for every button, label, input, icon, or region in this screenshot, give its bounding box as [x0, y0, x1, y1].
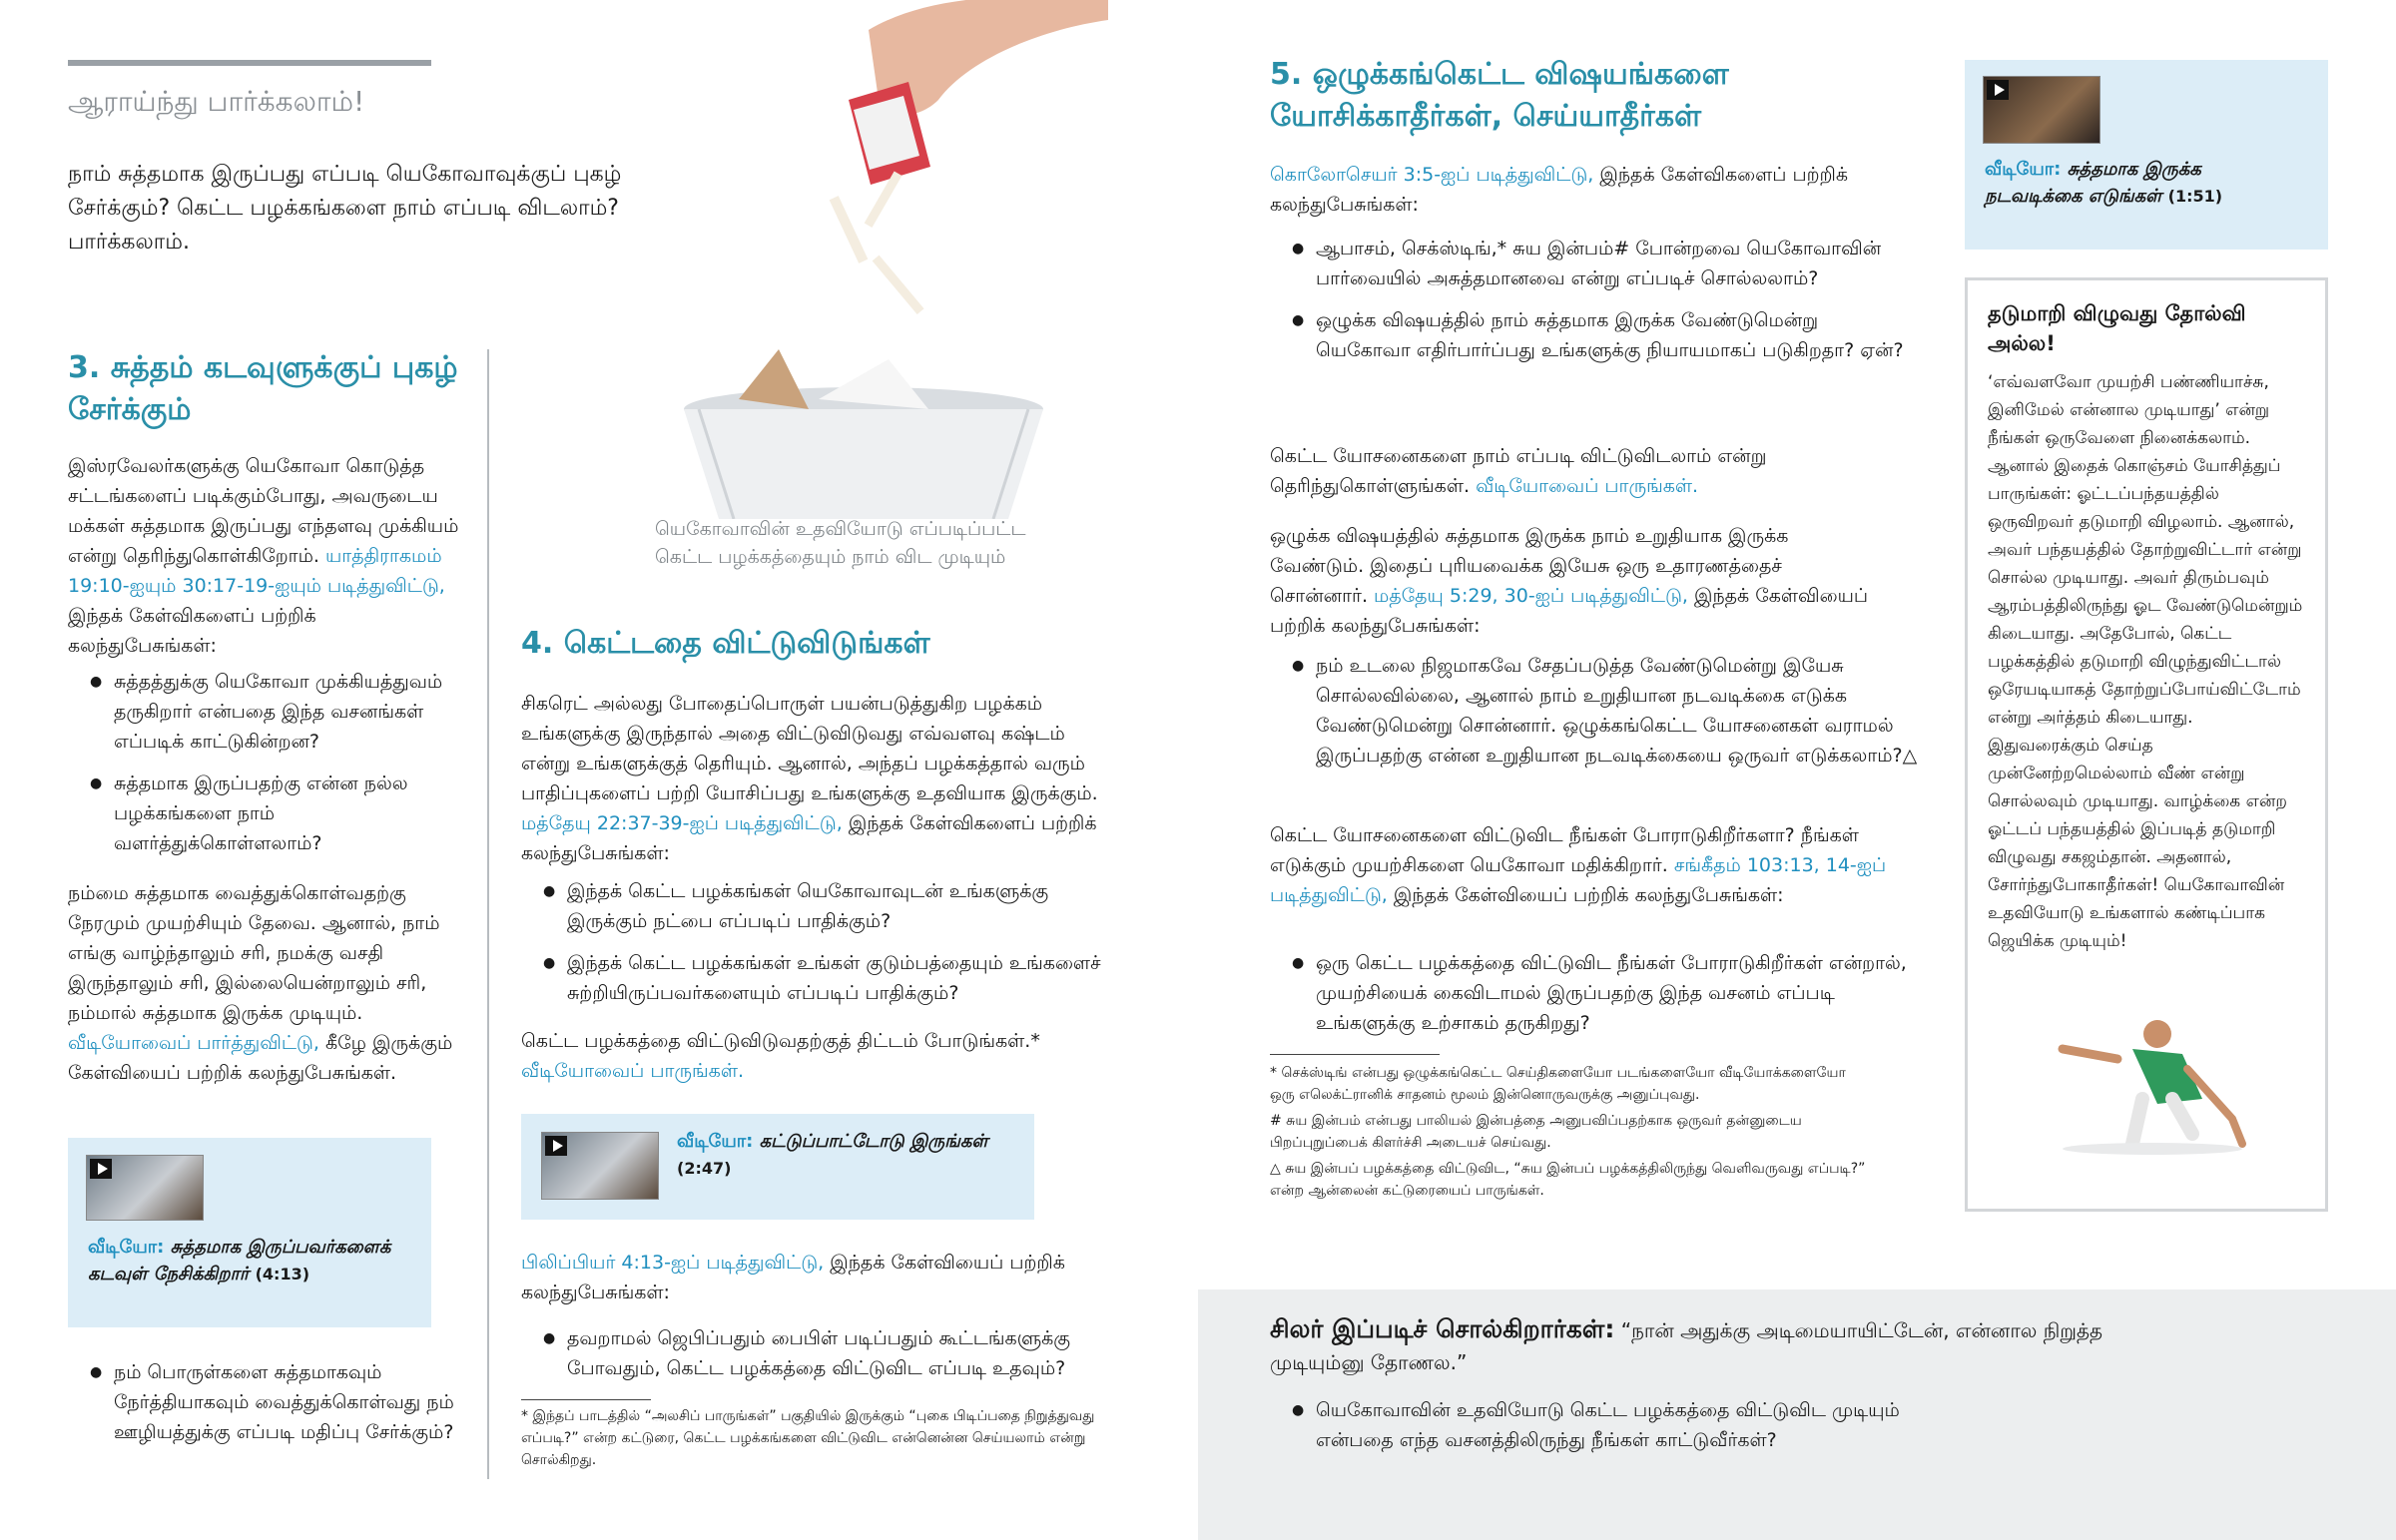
list-item: ● இந்தக் கெட்ட பழக்கங்கள் உங்கள் குடும்பத்தையும் உங்களைச் சுற்றியிருப்பவர்களையும் எப்படிப் பாதிக்கும்? [521, 948, 1120, 1008]
section-4-p3-tail: இந்தக் கேள்வியைப் பற்றிக் கலந்துபேசுங்கள்: [521, 1252, 1065, 1303]
column-divider [487, 349, 489, 1479]
video-box-take-action[interactable] [1965, 60, 2328, 250]
section-3-paragraph-2 [68, 878, 467, 1088]
list-item: ● ஆபாசம், செக்ஸ்டிங்,* சுய இன்பம்# போன்றவை யெகோவாவின் பார்வையில் அசுத்தமானவை என்று எப்படிச் சொல்லலாம்? [1270, 234, 1909, 293]
some-say-questions [1270, 1395, 1969, 1467]
scripture-link-matthew-22[interactable]: மத்தேயு 22:37-39-ஐப் படித்துவிட்டு, [521, 812, 843, 834]
section-5-paragraph-4 [1270, 820, 1889, 910]
scripture-link-matthew-5[interactable]: மத்தேயு 5:29, 30-ஐப் படித்துவிட்டு, [1374, 585, 1688, 607]
video-prefix: வீடியோ: [1985, 159, 2062, 180]
play-icon[interactable] [1987, 80, 2009, 100]
list-item: ● ஒழுக்க விஷயத்தில் நாம் சுத்தமாக இருக்க வேண்டுமென்று யெகோவா எதிர்பார்ப்பது உங்களுக்கு நியாயமாகப் படுகிறதா? ஏன்? [1270, 305, 1909, 365]
video-duration: (4:13) [255, 1265, 310, 1283]
section-3-questions-2 [68, 1357, 467, 1459]
some-say-text [1270, 1313, 2168, 1378]
section-5-paragraph-2 [1270, 441, 1889, 501]
list-item: ● யெகோவாவின் உதவியோடு கெட்ட பழக்கத்தை விட்டுவிட முடியும் என்பதை எந்த வசனத்திலிருந்து நீங்கள் காட்டுவீர்கள்? [1270, 1395, 1969, 1455]
section-5-p2-text: கெட்ட யோசனைகளை நாம் எப்படி விட்டுவிடலாம் என்று தெரிந்துகொள்ளுங்கள். [1270, 445, 1767, 497]
list-item: ● சுத்தமாக இருப்பதற்கு என்ன நல்ல பழக்கங்களை நாம் வளர்த்துக்கொள்ளலாம்? [68, 769, 467, 858]
scripture-link-exodus[interactable]: யாத்திராகமம் 19:10-ஐயும் 30:17-19-ஐயும் படித்துவிட்டு, [68, 545, 445, 597]
section-3-title: 3. சுத்தம் கடவுளுக்குப் புகழ் சேர்க்கும் [68, 350, 458, 427]
section-4-p2-text: கெட்ட பழக்கத்தை விட்டுவிடுவதற்குத் திட்டம் போடுங்கள்.* [521, 1030, 1040, 1052]
scripture-link-psalm[interactable]: சங்கீதம் 103:13, 14-ஐப் படித்துவிட்டு, [1270, 854, 1887, 906]
section-4-paragraph-3 [521, 1248, 1080, 1307]
section-5-title: 5. ஒழுக்கங்கெட்ட விஷயங்களை யோசிக்காதீர்கள், செய்யாதீர்கள் [1270, 57, 1729, 134]
video-thumbnail[interactable] [541, 1132, 659, 1200]
section-5-p3-text: ஒழுக்க விஷயத்தில் சுத்தமாக இருக்க நாம் உறுதியாக இருக்க வேண்டும். இதைப் புரியவைக்க இயேசு ஒரு உதாரணத்தைச் சொன்னார். [1270, 525, 1789, 607]
section-4-title: 4. கெட்டதை விட்டுவிடுங்கள் [521, 626, 930, 661]
section-5-p4-text: கெட்ட யோசனைகளை விட்டுவிட நீங்கள் போராடுகிறீர்களா? நீங்கள் எடுக்கும் முயற்சிகளை யெகோவா மதிக்கிறார். [1270, 824, 1859, 876]
footnote-rule [1270, 1054, 1440, 1055]
list-item: ● ஒரு கெட்ட பழக்கத்தை விட்டுவிட நீங்கள் போராடுகிறீர்கள் என்றால், முயற்சியைக் கைவிடாமல் இருப்பதற்கு இந்த வசனம் எப்படி உங்களுக்கு உற்சாகம் தருகிறது? [1270, 948, 1919, 1038]
watch-video-link[interactable]: வீடியோவைப் பாருங்கள். [521, 1060, 745, 1082]
section-4-paragraph-2 [521, 1026, 1120, 1086]
header-rule [68, 60, 431, 66]
scripture-link-colossians[interactable]: கொலோசெயர் 3:5-ஐப் படித்துவிட்டு, [1270, 164, 1594, 186]
section-4-p1-text: சிகரெட் அல்லது போதைப்பொருள் பயன்படுத்துகிற பழக்கம் உங்களுக்கு இருந்தால் அதை விட்டுவிடுவது எவ்வளவு கஷ்டம் என்று உங்களுக்குத் தெரியும். ஆனால், அந்தப் பழக்கத்தால் வரும் பாதிப்புகளைப் பற்றி யோசிப்பது உங்களுக்கு உதவியாக இருக்கும். [521, 693, 1098, 804]
section-5-p4-tail: இந்தக் கேள்வியைப் பற்றிக் கலந்துபேசுங்கள்: [1393, 884, 1784, 906]
list-item: ● இந்தக் கெட்ட பழக்கங்கள் யெகோவாவுடன் உங்களுக்கு இருக்கும் நட்பை எப்படிப் பாதிக்கும்? [521, 876, 1120, 936]
footnote-article: △ சுய இன்பப் பழக்கத்தை விட்டுவிட, “சுய இன்பப் பழக்கத்திலிருந்து வெளிவருவது எப்படி?” என்ற ஆன்லைன் கட்டுரையைப் பாருங்கள். [1270, 1161, 1866, 1199]
list-item: ● நம் பொருள்களை சுத்தமாகவும் நேர்த்தியாகவும் வைத்துக்கொள்வது நம் ஊழியத்துக்கு எப்படி மதிப்பு சேர்க்கும்? [68, 1357, 467, 1447]
video-box-self-control[interactable] [521, 1114, 1034, 1220]
video-label[interactable] [88, 1234, 407, 1287]
section-5-p3-tail: இந்தக் கேள்வியைப் பற்றிக் கலந்துபேசுங்கள்: [1270, 585, 1869, 637]
section-3-paragraph-1 [68, 451, 467, 661]
section-4-footnote: * இந்தப் பாடத்தில் “அலசிப் பாருங்கள்” பகுதியில் இருக்கும் “புகை பிடிப்பதை நிறுத்துவது எப்படி?” என்ற கட்டுரை, கெட்ட பழக்கங்களை விட்டுவிட என்னென்ன செய்யலாம் என்று சொல்கிறது. [521, 1408, 1095, 1468]
section-5-questions [1270, 234, 1909, 377]
video-thumbnail[interactable] [1983, 76, 2100, 144]
list-item: ● நம் உடலை நிஜமாகவே சேதப்படுத்த வேண்டுமென்று இயேசு சொல்லவில்லை, ஆனால் நாம் உறுதியான நடவடிக்கை எடுக்க வேண்டுமென்று சொன்னார். ஒழுக்கங்கெட்ட யோசனைகள் வராமல் இருப்பதற்கு என்ன உறுதியான நடவடிக்கையை ஒருவர் எடுக்கலாம்?△ [1270, 651, 1919, 770]
video-prefix: வீடியோ: [677, 1131, 754, 1152]
video-duration: (1:51) [2167, 187, 2223, 206]
image-caption: யெகோவாவின் உதவியோடு எப்படிப்பட்ட கெட்ட பழக்கத்தையும் நாம் விட முடியும் [655, 518, 1026, 568]
some-say-label: சிலர் இப்படிச் சொல்கிறார்கள்: [1270, 1314, 1615, 1343]
section-4-questions-2 [521, 1323, 1120, 1395]
page-title: ஆராய்ந்து பார்க்கலாம்! [68, 85, 365, 118]
play-icon[interactable] [545, 1136, 567, 1156]
scripture-link-philippians[interactable]: பிலிப்பியர் 4:13-ஐப் படித்துவிட்டு, [521, 1252, 825, 1274]
video-thumbnail[interactable] [86, 1155, 204, 1221]
watch-video-link[interactable]: வீடியோவைப் பாருங்கள். [1476, 475, 1699, 497]
sidebar-box-text: ‘எவ்வளவோ முயற்சி பண்ணியாச்சு, இனிமேல் என்னால முடியாது’ என்று நீங்கள் ஒருவேளை நினைக்கலாம். ஆனால் இதைக் கொஞ்சம் யோசித்துப் பாருங்கள்: ஓட்டப்பந்தயத்தில் ஒருவிறவர் தடுமாறி விழலாம். ஆனால், அவர் பந்தயத்தில் தோற்றுவிட்டார் என்று சொல்ல முடியாது. அவர் திரும்பவும் ஆரம்பத்திலிருந்து ஓட வேண்டுமென்றும் கிடையாது. அதேபோல், கெட்ட பழக்கத்தில் தடுமாறி விழுந்துவிட்டால் ஒரேயடியாகத் தோற்றுப்போய்விட்டோம் என்று அர்த்தம் கிடையாது. இதுவரைக்கும் செய்த முன்னேற்றமெல்லாம் வீண் என்று சொல்லவும் முடியாது. வாழ்க்கை என்ற ஓட்டப் பந்தயத்தில் இப்படித் தடுமாறி விழுவது சகஜம்தான். அதனால், சோர்ந்துபோகாதீர்கள்! யெகோவாவின் உதவியோடு உங்களால் கண்டிப்பாக ஜெயிக்க முடியும்! [1988, 372, 2303, 951]
footnote-rule [521, 1399, 651, 1400]
video-label[interactable] [677, 1128, 1016, 1182]
section-3-p1-text: இஸ்ரவேலர்களுக்கு யெகோவா கொடுத்த சட்டங்களைப் படிக்கும்போது, அவருடைய மக்கள் சுத்தமாக இருப்பது எந்தளவு முக்கியம் என்று தெரிந்துகொள்கிறோம். [68, 455, 459, 567]
section-3-p2-tail: கீழே இருக்கும் கேள்வியைப் பற்றிக் கலந்துபேசுங்கள். [68, 1032, 453, 1084]
some-say-quote: “நான் அதுக்கு அடிமையாயிட்டேன், என்னால நிறுத்த முடியும்னு தோணல.” [1270, 1318, 2103, 1374]
watch-video-link[interactable]: வீடியோவைப் பார்த்துவிட்டு, [68, 1032, 319, 1054]
video-title: சுத்தமாக இருப்பவர்களைக் கடவுள் நேசிக்கிறார் [88, 1237, 391, 1284]
footnote-sexting: * செக்ஸ்டிங் என்பது ஒழுக்கங்கெட்ட செய்திகளையோ படங்களையோ வீடியோக்களையோ ஒரு எலெக்ட்ரானிக் சாதனம் மூலம் இன்னொருவருக்கு அனுப்புவது. [1270, 1065, 1846, 1103]
section-3-p1-tail: இந்தக் கேள்விகளைப் பற்றிக் கலந்துபேசுங்கள்: [68, 605, 316, 657]
video-duration: (2:47) [677, 1159, 732, 1178]
play-icon[interactable] [90, 1159, 112, 1179]
sidebar-box-stumbling [1965, 277, 2328, 1212]
list-item: ● தவறாமல் ஜெபிப்பதும் பைபிள் படிப்பதும் கூட்டங்களுக்கு போவதும், கெட்ட பழக்கத்தை விட்டுவிட எப்படி உதவும்? [521, 1323, 1120, 1383]
section-3-p2-text: நம்மை சுத்தமாக வைத்துக்கொள்வதற்கு நேரமும் முயற்சியும் தேவை. ஆனால், நாம் எங்கு வாழ்ந்தாலும் சரி, நமக்கு வசதி இருந்தாலும் சரி, இல்லையென்றாலும் சரி, நம்மால் சுத்தமாக இருக்க முடியும். [68, 882, 440, 1024]
video-label[interactable] [1985, 156, 2304, 210]
video-title: சுத்தமாக இருக்க நடவடிக்கை எடுங்கள் [1985, 159, 2201, 207]
section-5-questions-3 [1270, 948, 1919, 1050]
section-4-paragraph-1 [521, 689, 1110, 868]
section-5-paragraph-3 [1270, 521, 1869, 641]
section-3-questions [68, 667, 467, 870]
video-box-clean-people[interactable] [68, 1138, 431, 1327]
section-5-questions-2 [1270, 651, 1919, 782]
sidebar-box-title: தடுமாறி விழுவது தோல்வி அல்ல! [1988, 301, 2246, 355]
list-item: ● சுத்தத்துக்கு யெகோவா முக்கியத்துவம் தருகிறார் என்பதை இந்த வசனங்கள் எப்படிக் காட்டுகின்றன? [68, 667, 467, 757]
trash-can-illustration [639, 0, 1108, 519]
intro-paragraph: நாம் சுத்தமாக இருப்பது எப்படி யெகோவாவுக்குப் புகழ் சேர்க்கும்? கெட்ட பழக்கங்களை நாம் எப்படி விடலாம்? பார்க்கலாம். [68, 162, 622, 255]
footnote-masturbation: # சுய இன்பம் என்பது பாலியல் இன்பத்தை அனுபவிப்பதற்காக ஒருவர் தன்னுடைய பிறப்புறுப்பைக் கிளர்ச்சி அடையச் செய்வது. [1270, 1113, 1802, 1151]
runner-illustration [2038, 1009, 2267, 1159]
video-prefix: வீடியோ: [88, 1237, 165, 1258]
section-4-p1-tail: இந்தக் கேள்விகளைப் பற்றிக் கலந்துபேசுங்கள்: [521, 812, 1097, 864]
section-4-questions [521, 876, 1120, 1020]
video-title: கட்டுப்பாட்டோடு இருங்கள் [759, 1131, 988, 1152]
some-say-panel [1198, 1289, 2396, 1540]
section-5-footnotes [1270, 1062, 1869, 1202]
section-5-p1-tail: இந்தக் கேள்விகளைப் பற்றிக் கலந்துபேசுங்கள்: [1270, 164, 1849, 216]
section-5-paragraph-1 [1270, 160, 1909, 220]
